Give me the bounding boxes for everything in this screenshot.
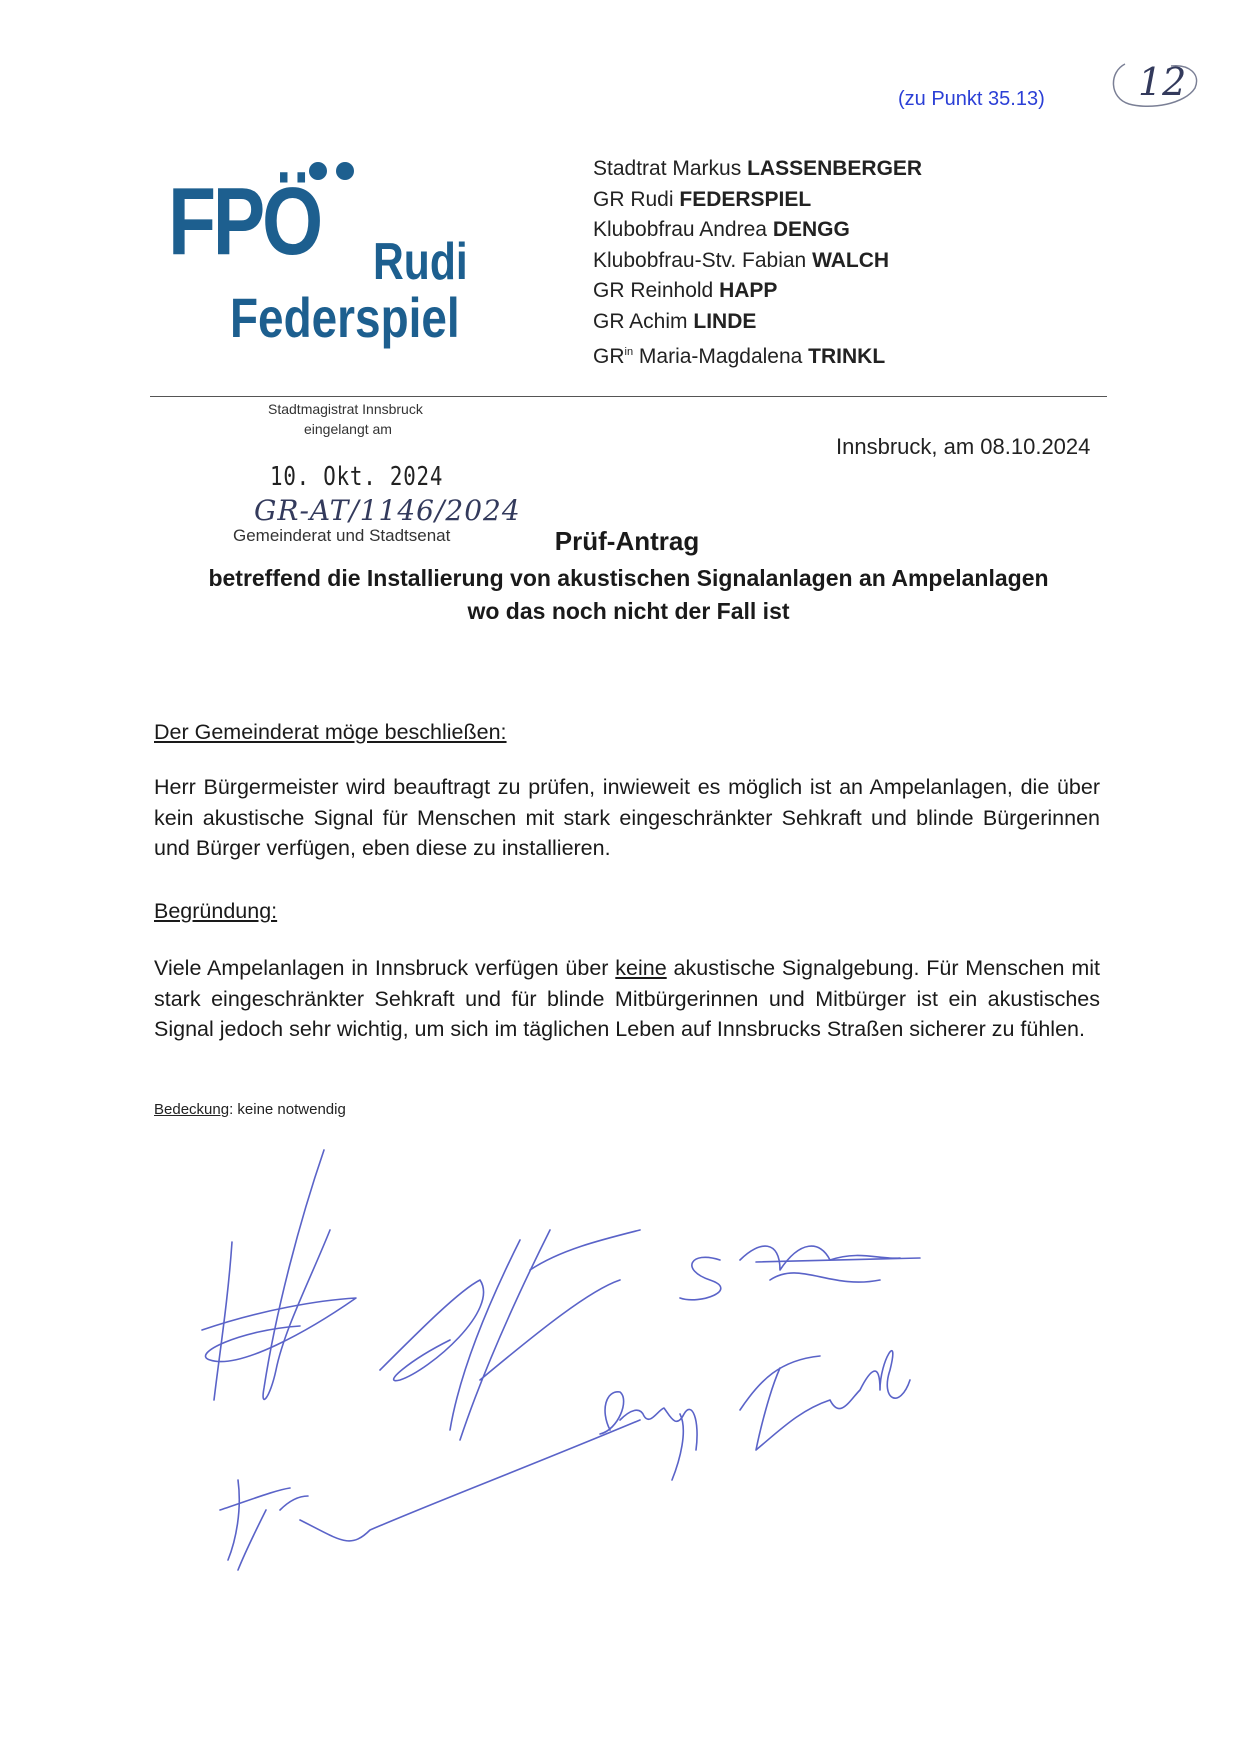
stamp-office: Stadtmagistrat Innsbruck	[268, 401, 423, 417]
signatory-row	[593, 215, 922, 246]
signatory-prefix: GR Achim	[593, 309, 688, 333]
signatory-prefix: Klubobfrau-Stv. Fabian	[593, 248, 807, 272]
page-number: 12	[1138, 60, 1187, 104]
coverage-note	[154, 1101, 346, 1118]
signature-stroke	[600, 1392, 697, 1480]
signatory-surname: DENGG	[772, 218, 850, 241]
signature-stroke	[263, 1150, 330, 1399]
signature-stroke	[220, 1480, 308, 1570]
signatory-row	[593, 185, 922, 216]
resolution-heading: Der Gemeinderat möge beschließen:	[154, 720, 507, 744]
logo-umlaut-dot-right	[336, 162, 354, 180]
signature-stroke	[300, 1420, 640, 1541]
header-divider	[150, 396, 1107, 397]
subtitle-line: betreffend die Installierung von akustischen Signalanlagen an Ampelanlagen	[208, 565, 1049, 591]
signatory-prefix: Stadtrat Markus	[593, 157, 742, 180]
signatory-surname: LINDE	[693, 309, 757, 333]
signatory-row	[593, 246, 922, 277]
signatory-surname: WALCH	[812, 248, 890, 272]
signatory-prefix-sup: in	[624, 346, 634, 358]
signature-stroke	[460, 1230, 620, 1440]
signatory-list	[593, 154, 922, 373]
signatory-row	[593, 337, 922, 373]
signatory-row	[593, 307, 922, 338]
signatory-prefix: Klubobfrau Andrea	[593, 218, 767, 241]
stamp-handwritten-number: GR-AT/1146/2024	[254, 494, 521, 527]
signature-stroke	[740, 1351, 910, 1450]
signatory-surname: TRINKL	[808, 345, 886, 368]
stamp-department: Gemeinderat und Stadtsenat	[233, 526, 451, 545]
signatory-surname: FEDERSPIEL	[679, 187, 812, 211]
coverage-value: : keine notwendig	[229, 1101, 346, 1118]
stamp-date: 10. Okt. 2024	[270, 462, 444, 492]
stamp-received-label: eingelangt am	[304, 421, 392, 437]
signatures	[180, 1130, 1040, 1590]
document-title: Prüf-Antrag	[554, 526, 700, 556]
reason-heading: Begründung:	[154, 899, 278, 923]
signature-stroke	[380, 1280, 484, 1381]
reason-emphasis: keine	[615, 956, 667, 980]
subtitle-line: wo das noch nicht der Fall ist	[467, 598, 790, 624]
coverage-label: Bedeckung	[154, 1101, 230, 1118]
document-subtitle	[150, 562, 1107, 628]
signatory-prefix: Maria-Magdalena	[638, 345, 803, 368]
reason-text	[154, 953, 1100, 1045]
signatory-prefix: GR Rudi	[593, 187, 674, 211]
signatory-row	[593, 276, 922, 307]
signatory-row	[593, 154, 922, 185]
signatory-surname: LASSENBERGER	[747, 157, 923, 180]
reason-text-part: akustische Signalgebung. Für Menschen mit stark eingeschränkter Sehkraft und für blinde Mitbürgerinnen und Mitbürger ist ein akustisches Signal jedoch sehr wichtig, um sich im täglichen Leben auf Innsbrucks Straßen sicherer zu fühlen.	[154, 956, 1100, 1041]
logo-last-name: Federspiel	[230, 286, 460, 349]
signatory-prefix-base: GR	[593, 345, 625, 368]
signatory-surname: HAPP	[719, 279, 778, 302]
logo-first-name: Rudi	[373, 233, 468, 291]
signatory-prefix: GR Reinhold	[593, 279, 714, 302]
agenda-reference: (zu Punkt 35.13)	[898, 88, 1045, 110]
resolution-text: Herr Bürgermeister wird beauftragt zu prüfen, inwieweit es möglich ist an Ampelanlagen, die über kein akustische Signal für Menschen mit stark eingeschränkter Sehkraft und blinde Bürgerinnen und Bürger verfügen, eben diese zu installieren.	[154, 775, 1100, 860]
place-date: Innsbruck, am 08.10.2024	[836, 434, 1091, 459]
logo-party: FPÖ	[168, 168, 320, 275]
reason-text-part: Viele Ampelanlagen in Innsbruck verfügen über	[154, 956, 616, 980]
